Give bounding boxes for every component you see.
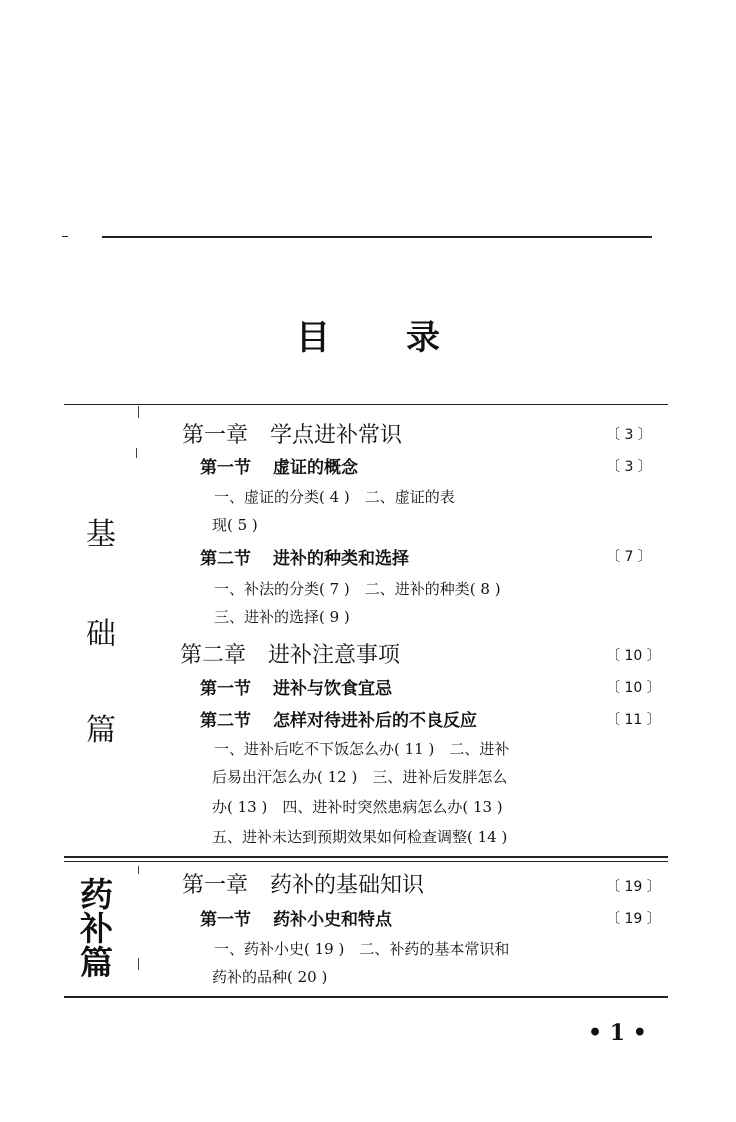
toc-section[interactable] <box>200 453 358 478</box>
toc-chapter[interactable] <box>180 638 400 669</box>
toc-chapter[interactable] <box>182 868 424 899</box>
page-ref: 〔 3 〕 <box>606 427 652 443</box>
toc-item-line: 一、虚证的分类( 4 ) 二、虚证的表 <box>214 488 455 506</box>
page-ref: 〔 10 〕 <box>606 648 661 664</box>
toc-item-line: 一、补法的分类( 7 ) 二、进补的种类( 8 ) <box>214 580 501 598</box>
title-char-2: 录 <box>406 318 440 358</box>
page-ref: 〔 19 〕 <box>606 879 661 895</box>
toc-item-line: 五、进补未达到预期效果如何检查调整( 14 ) <box>212 828 508 846</box>
chapter-title: 药补的基础知识 <box>270 873 425 898</box>
bottom-rule <box>64 996 668 998</box>
section-2-side-label-3: 篇 <box>80 943 113 982</box>
section-divider-rule <box>64 856 668 858</box>
toc-item-line: 一、药补小史( 19 ) 二、补药的基本常识和 <box>214 940 510 958</box>
page-ref: 〔 3 〕 <box>606 459 652 475</box>
section-label: 第一节 <box>200 458 251 478</box>
chapter-label: 第二章 <box>180 643 247 668</box>
toc-section[interactable] <box>200 544 409 569</box>
section-title: 进补的种类和选择 <box>273 549 409 569</box>
section-1-top-rule <box>64 404 668 405</box>
toc-section[interactable] <box>200 905 392 930</box>
section-1-tick-2 <box>136 448 137 458</box>
section-2-tick-2 <box>138 958 139 970</box>
page-ref: 〔 10 〕 <box>606 680 661 696</box>
page-number: • 1 • <box>588 1020 647 1046</box>
section-label: 第二节 <box>200 711 251 731</box>
toc-item-line: 一、进补后吃不下饭怎么办( 11 ) 二、进补 <box>214 740 510 758</box>
section-title: 虚证的概念 <box>273 458 358 478</box>
page-ref: 〔 11 〕 <box>606 712 661 728</box>
section-title: 怎样对待进补后的不良反应 <box>273 711 477 731</box>
chapter-label: 第一章 <box>182 873 249 898</box>
section-1-side-label-3: 篇 <box>86 713 116 748</box>
section-title: 进补与饮食宜忌 <box>273 679 392 699</box>
toc-section[interactable] <box>200 706 477 731</box>
page-ref: 〔 7 〕 <box>606 549 652 565</box>
toc-section[interactable] <box>200 674 392 699</box>
section-label: 第一节 <box>200 910 251 930</box>
toc-chapter[interactable] <box>182 418 402 449</box>
chapter-title: 学点进补常识 <box>270 423 403 448</box>
section-1-side-label: 基 <box>86 517 116 552</box>
toc-item-line: 后易出汗怎么办( 12 ) 三、进补后发胖怎么 <box>212 768 508 786</box>
section-label: 第一节 <box>200 679 251 699</box>
page-ref: 〔 19 〕 <box>606 911 661 927</box>
top-rule-dash <box>62 236 68 237</box>
section-label: 第二节 <box>200 549 251 569</box>
title-char-1: 目 <box>296 318 330 358</box>
toc-item-line: 办( 13 ) 四、进补时突然患病怎么办( 13 ) <box>212 798 503 816</box>
page-title <box>0 310 736 359</box>
toc-item-line: 药补的品种( 20 ) <box>212 968 328 986</box>
top-rule <box>102 236 652 238</box>
section-1-side-label-2: 础 <box>86 617 116 652</box>
chapter-label: 第一章 <box>182 423 249 448</box>
section-2-tick <box>138 866 139 874</box>
toc-item-line: 三、进补的选择( 9 ) <box>214 608 350 626</box>
section-divider-rule-2 <box>64 861 668 862</box>
chapter-title: 进补注意事项 <box>268 643 401 668</box>
section-2-side-label-2: 补 <box>80 909 113 948</box>
section-title: 药补小史和特点 <box>273 910 392 930</box>
section-2-side-label: 药 <box>80 875 113 914</box>
toc-item-line: 现( 5 ) <box>212 516 258 534</box>
section-1-tick <box>138 406 139 418</box>
